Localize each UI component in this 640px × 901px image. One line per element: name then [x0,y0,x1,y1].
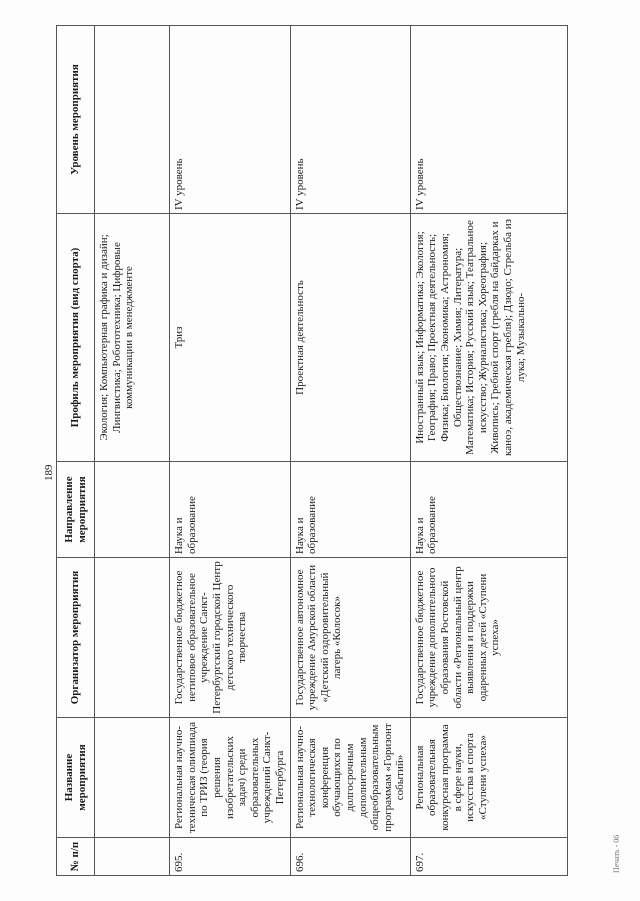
cell-direction: Наука и образование [290,462,410,558]
cell-level: IV уровень [290,26,410,214]
header-num: № п/п [57,838,95,876]
cell-organizer [95,558,170,718]
cell-num: 695. [170,838,290,876]
header-direction: Направление мероприятия [57,462,95,558]
cell-name: Региональная образовательная конкурсная программа в сфере науки, искусства и спорта «Ступени успеха» [410,718,567,838]
table-row [290,26,410,876]
cell-profile: Триз [170,214,290,462]
cell-organizer: Государственное автономное учреждение Амурской области «Детский оздоровительный лагерь «Колосок» [290,558,410,718]
cell-name: Региональная научно-технологическая конференция обучающихся по долгосрочным дополнительным общеобразовательным программам «Горизонт событий» [290,718,410,838]
header-level: Уровень мероприятия [57,26,95,214]
cell-profile: Иностранный язык; Информатика; Экология; География; Право; Проектная деятельность; Физика; Биология; Экономика; Астрономия; Обществознание; Химия; Литература; Математика; История; Русский язык; Театральное искусство; Журналистика; Хореография; Живопись; Гребной спорт (гребля на байдарках и каноэ, академическая гребля); Дзюдо; Стрельба из лука; Музыкально- [410,214,567,462]
cell-level: IV уровень [170,26,290,214]
cell-direction: Наука и образование [170,462,290,558]
cell-profile: Проектная деятельность [290,214,410,462]
cell-profile: Экология; Компьютерная графика и дизайн; Лингвистика; Робототехника; Цифровые коммуникации в менеджменте [95,214,170,462]
header-organizer: Организатор мероприятия [57,558,95,718]
table-row [170,26,290,876]
cell-organizer: Государственное бюджетное нетиповое образовательное учреждение Санкт-Петербургский городской Центр детского технического творчества [170,558,290,718]
cell-name [95,718,170,838]
cell-name: Региональная научно-техническая олимпиада по ТРИЗ (теория решения изобретательских задач) среди образовательных учреждений Санкт-Петербурга [170,718,290,838]
cell-direction: Наука и образование [410,462,567,558]
cell-num: 696. [290,838,410,876]
header-profile: Профиль мероприятия (вид спорта) [57,214,95,462]
header-name: Название мероприятия [57,718,95,838]
cell-level [95,26,170,214]
cell-level: IV уровень [410,26,567,214]
events-table [56,25,568,876]
table-header-row [57,26,95,876]
page-number: 189 [43,464,55,481]
cell-organizer: Государственное бюджетное учреждение дополнительного образования Ростовской области «Региональный центр выявления и поддержки одаренных детей «Ступени успеха» [410,558,567,718]
cell-num [95,838,170,876]
table-row [410,26,567,876]
print-footer: Печать - 06 [612,834,621,873]
table-row [95,26,170,876]
cell-direction [95,462,170,558]
cell-num: 697. [410,838,567,876]
